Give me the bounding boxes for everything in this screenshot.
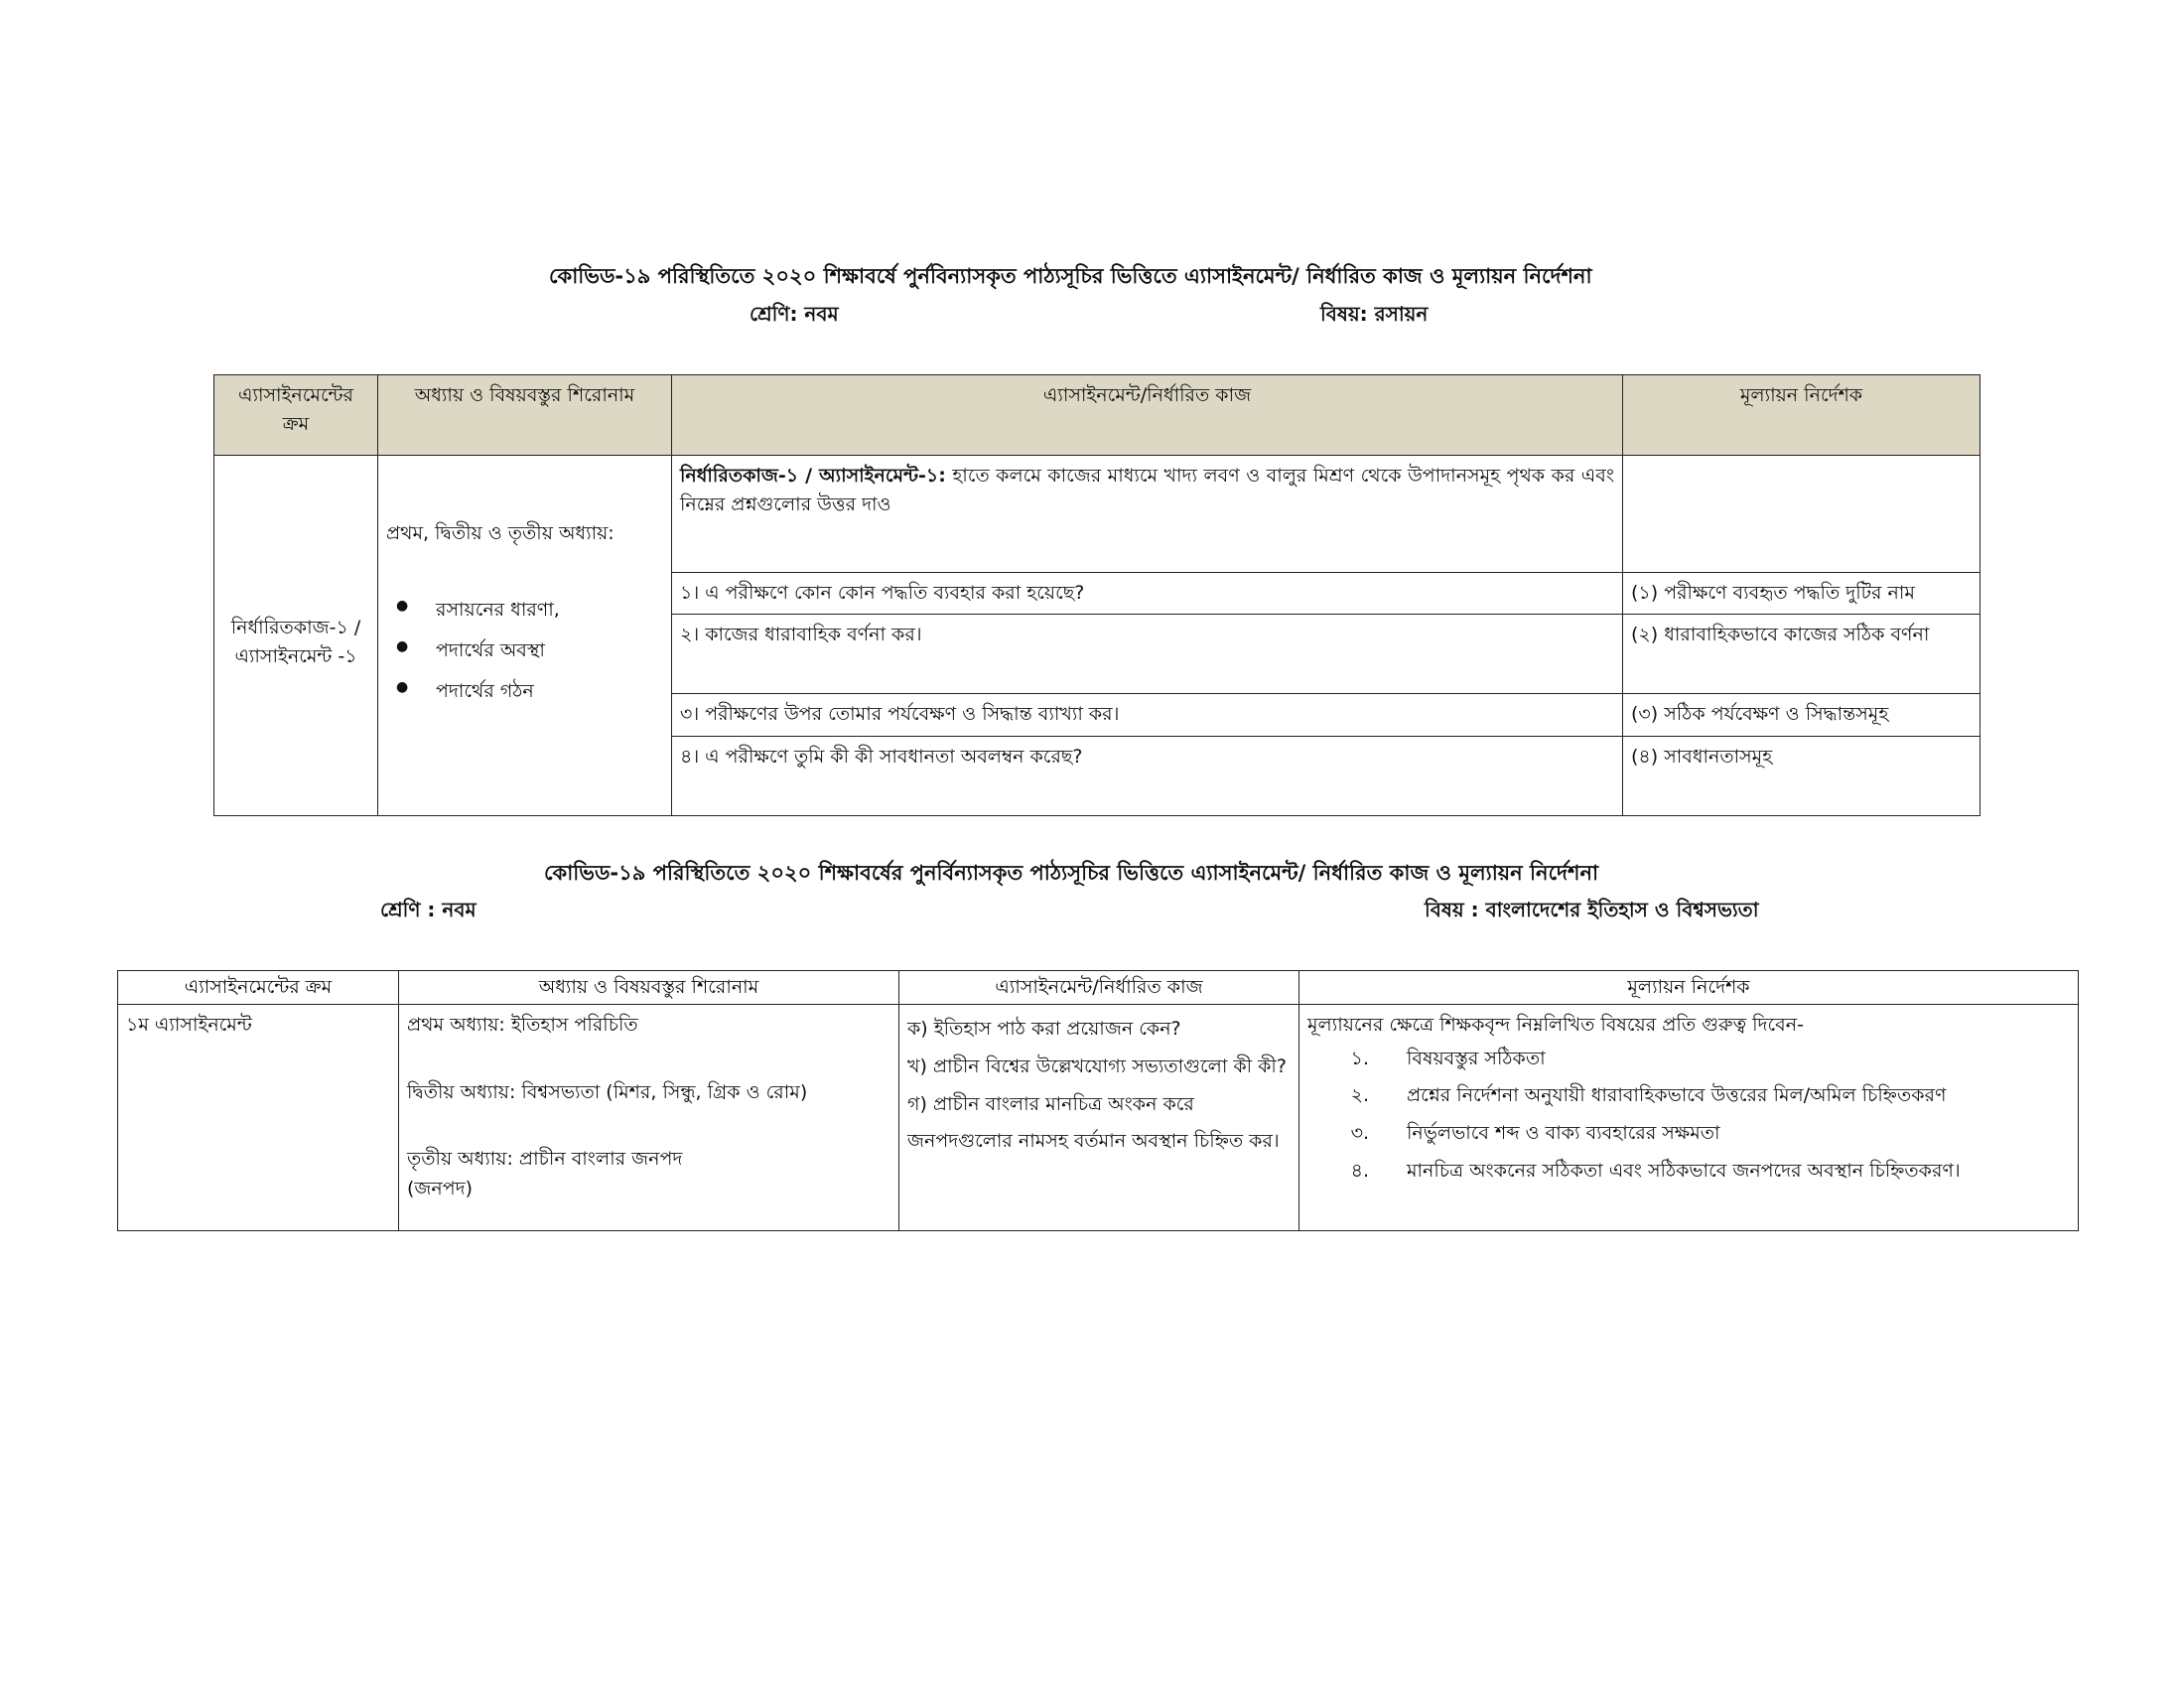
chapter-cell <box>378 456 672 816</box>
list-item: ● পদার্থের গঠন <box>386 671 663 712</box>
list-item: ৪. মানচিত্র অংকনের সঠিকতা এবং সঠিকভাবে জনপদের অবস্থান চিহ্নিতকরণ। <box>1350 1159 1961 1182</box>
table-header-row <box>118 971 2079 1005</box>
task-intro <box>672 456 1623 573</box>
chapter-cell <box>399 1005 899 1231</box>
chapter-heading: প্রথম, দ্বিতীয় ও তৃতীয় অধ্যায়: <box>386 522 614 544</box>
assignment-serial: ১ম এ্যাসাইনমেন্ট <box>118 1005 399 1231</box>
chapter-3-sub: (জনপদ) <box>407 1177 474 1199</box>
indicator-3: (৩) সঠিক পর্যবেক্ষণ ও সিদ্ধান্তসমূহ <box>1623 694 1980 736</box>
section2-title: কোভিড-১৯ পরিস্থিতিতে ২০২০ শিক্ষাবর্ষের পুনর্বিন্যাসকৃত পাঠ্যসূচির ভিত্তিতে এ্যাসাইনমেন্ট/ নির্ধারিত কাজ ও মূল্যায়ন নির্দেশনা <box>544 861 1599 885</box>
header-indicator: মূল্যায়ন নির্দেশক <box>1623 375 1980 456</box>
section1-table <box>213 374 1980 816</box>
indicator-cell <box>1299 1005 2079 1231</box>
task-c: গ) প্রাচীন বাংলার মানচিত্র অংকন করে জনপদগুলোর নামসহ বর্তমান অবস্থান চিহ্নিত কর। <box>907 1092 1280 1153</box>
list-item: ● রসায়নের ধারণা, <box>386 590 663 631</box>
assignment-serial: নির্ধারিতকাজ-১ / এ্যাসাইনমেন্ট -১ <box>214 456 378 816</box>
indicator-2: (২) ধারাবাহিকভাবে কাজের সঠিক বর্ণনা <box>1623 615 1980 694</box>
section2-table <box>117 970 2079 1231</box>
list-item: ৩. নির্ভুলভাবে শব্দ ও বাক্য ব্যবহারের সক্ষমতা <box>1350 1122 1720 1145</box>
question-2: ২। কাজের ধারাবাহিক বর্ণনা কর। <box>672 615 1623 694</box>
indicator-4: (৪) সাবধানতাসমূহ <box>1623 736 1980 815</box>
chapter-3: তৃতীয় অধ্যায়: প্রাচীন বাংলার জনপদ <box>407 1148 683 1171</box>
header-chapter: অধ্যায় ও বিষয়বস্তুর শিরোনাম <box>378 375 672 456</box>
task-a: ক) ইতিহাস পাঠ করা প্রয়োজন কেন? <box>907 1018 1181 1041</box>
header-task: এ্যাসাইনমেন্ট/নির্ধারিত কাজ <box>672 375 1623 456</box>
question-3: ৩। পরীক্ষণের উপর তোমার পর্যবেক্ষণ ও সিদ্ধান্ত ব্যাখ্যা কর। <box>672 694 1623 736</box>
section1-subject: বিষয়: রসায়ন <box>1320 302 1429 326</box>
topic-list <box>386 590 663 712</box>
section2-subject: বিষয় : বাংলাদেশের ইতিহাস ও বিশ্বসভ্যতা <box>1425 898 1759 921</box>
header-task: এ্যাসাইনমেন্ট/নির্ধারিত কাজ <box>899 971 1299 1005</box>
list-item: ● পদার্থের অবস্থা <box>386 631 663 671</box>
header-serial: এ্যাসাইনমেন্টের ক্রম <box>214 375 378 456</box>
section1-title: কোভিড-১৯ পরিস্থিতিতে ২০২০ শিক্ষাবর্ষে পুর্নবিন্যাসকৃত পাঠ্যসূচির ভিত্তিতে এ্যাসাইনমেন্ট/ নির্ধারিত কাজ ও মূল্যায়ন নির্দেশনা <box>549 264 1592 288</box>
table-row <box>118 1005 2079 1231</box>
task-intro-label: নির্ধারিতকাজ-১ / অ্যাসাইনমেন্ট-১: <box>680 465 946 487</box>
indicator-1: (১) পরীক্ষণে ব্যবহৃত পদ্ধতি দুটির নাম <box>1623 573 1980 615</box>
chapter-1: প্রথম অধ্যায়: ইতিহাস পরিচিতি <box>407 1014 638 1037</box>
task-cell <box>899 1005 1299 1231</box>
task-b: খ) প্রাচীন বিশ্বের উল্লেখযোগ্য সভ্যতাগুলো কী কী? <box>907 1055 1287 1078</box>
section1-class: শ্রেণি: নবম <box>750 302 839 326</box>
indicator-list <box>1307 1041 2070 1190</box>
table-header-row <box>214 375 1980 456</box>
chapter-2: দ্বিতীয় অধ্যায়: বিশ্বসভ্যতা (মিশর, সিন্ধু, গ্রিক ও রোম) <box>407 1080 808 1103</box>
list-item: ১. বিষয়বস্তুর সঠিকতা <box>1350 1047 1546 1069</box>
question-1: ১। এ পরীক্ষণে কোন কোন পদ্ধতি ব্যবহার করা হয়েছে? <box>672 573 1623 615</box>
header-indicator: মূল্যায়ন নির্দেশক <box>1299 971 2079 1005</box>
task-intro-text: হাতে কলমে কাজের মাধ্যমে খাদ্য লবণ ও বালুর মিশ্রণ থেকে উপাদানসমূহ পৃথক কর এবং নিম্নের প্রশ্নগুলোর উত্তর দাও <box>680 465 1614 516</box>
section2-class: শ্রেণি : নবম <box>380 898 477 921</box>
table-row <box>214 456 1980 573</box>
indicator-empty <box>1623 456 1980 573</box>
question-4: ৪। এ পরীক্ষণে তুমি কী কী সাবধানতা অবলম্বন করেছ? <box>672 736 1623 815</box>
header-serial: এ্যাসাইনমেন্টের ক্রম <box>118 971 399 1005</box>
list-item: ২. প্রশ্নের নির্দেশনা অনুযায়ী ধারাবাহিকভাবে উত্তরের মিল/অমিল চিহ্নিতকরণ <box>1350 1084 1947 1107</box>
indicator-intro: মূল্যায়নের ক্ষেত্রে শিক্ষকবৃন্দ নিম্নলিখিত বিষয়ের প্রতি গুরুত্ব দিবেন- <box>1307 1014 1804 1037</box>
header-chapter: অধ্যায় ও বিষয়বস্তুর শিরোনাম <box>399 971 899 1005</box>
